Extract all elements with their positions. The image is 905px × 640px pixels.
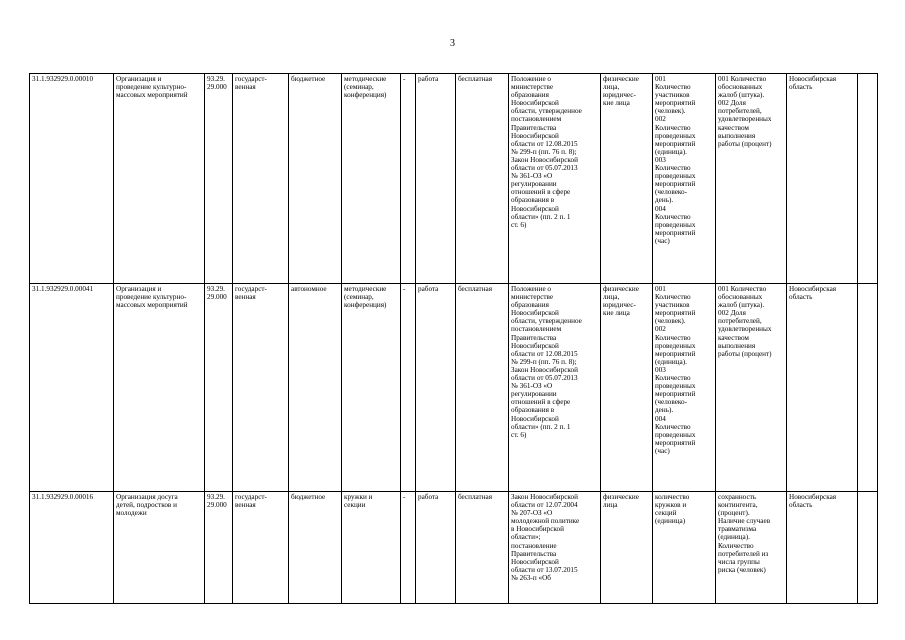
cell-line: (человеко- xyxy=(655,188,688,197)
cell-volume-indicators xyxy=(653,74,716,284)
cell-line: венная xyxy=(235,293,256,302)
cell-line: методические xyxy=(344,285,387,293)
cell-line: кие лица xyxy=(603,99,630,108)
cell-ownership xyxy=(233,74,289,284)
cell-line: участников xyxy=(655,301,690,310)
cell-line: 93.29. xyxy=(207,75,225,83)
cell-line: проведенных xyxy=(655,382,696,391)
cell-line: 003 xyxy=(655,155,666,164)
cell-line: (процент). xyxy=(718,509,750,518)
cell-line: область xyxy=(789,501,813,510)
cell-line: (единица). xyxy=(718,533,750,542)
cell-line: бесплатная xyxy=(458,493,493,501)
cell-code xyxy=(30,74,114,284)
registry-table xyxy=(29,73,878,604)
cell-line: Количество xyxy=(655,422,691,431)
cell-blank xyxy=(858,284,878,492)
cell-line: (единица). xyxy=(655,147,687,156)
cell-category xyxy=(416,74,456,284)
cell-line: день). xyxy=(655,196,674,205)
cell-region xyxy=(787,492,858,604)
cell-line: Количество xyxy=(655,164,691,173)
cell-line: бесплатная xyxy=(458,285,493,293)
cell-blank xyxy=(858,74,878,284)
cell-line: 004 xyxy=(655,204,666,213)
cell-line: лица, xyxy=(603,293,620,302)
cell-line: министерстве xyxy=(511,293,554,302)
cell-institution xyxy=(289,74,342,284)
cell-line: область xyxy=(789,83,813,92)
cell-line: работа xyxy=(418,285,439,293)
table-row xyxy=(30,74,878,284)
cell-line: (семинар, xyxy=(344,293,374,302)
cell-line: проведение культурно- xyxy=(116,293,187,302)
cell-line: 002 xyxy=(655,115,666,124)
cell-line: работы (процент) xyxy=(718,139,772,148)
cell-line: молодежи xyxy=(116,509,147,518)
cell-line: области от 12.07.2004 xyxy=(511,501,578,510)
cell-line: область xyxy=(789,293,813,302)
cell-line: постановление xyxy=(511,541,557,550)
cell-line: проведенных xyxy=(655,220,696,229)
cell-line: регулировании xyxy=(511,390,557,399)
cell-line: (семинар, xyxy=(344,83,374,92)
cell-line: Новосибирская xyxy=(789,493,837,501)
cell-line: мероприятий xyxy=(655,309,696,318)
cell-line: лица xyxy=(603,501,618,510)
cell-line: риска (человек) xyxy=(718,565,766,574)
cell-line: проведенных xyxy=(655,341,696,350)
cell-line: Положение о xyxy=(511,75,552,83)
registry-table-body xyxy=(30,74,878,604)
cell-name xyxy=(114,492,205,604)
cell-line: кружков и xyxy=(655,501,687,510)
cell-line: - xyxy=(403,493,406,501)
cell-okved xyxy=(205,284,233,492)
cell-quality-indicators xyxy=(716,284,787,492)
cell-line: области от 13.07.2015 xyxy=(511,565,578,574)
cell-line: Новосибирской xyxy=(511,131,559,140)
cell-line: Количество xyxy=(655,293,691,302)
cell-line: Правительства xyxy=(511,549,557,558)
cell-line: Новосибирской xyxy=(511,341,559,350)
cell-line: Новосибирской xyxy=(511,557,559,566)
cell-line: 002 xyxy=(655,325,666,334)
cell-line: юридичес- xyxy=(603,91,636,100)
cell-line: массовых мероприятий xyxy=(116,301,188,310)
cell-content xyxy=(342,74,401,284)
cell-line: (единица) xyxy=(655,517,686,526)
cell-volume-indicators xyxy=(653,284,716,492)
cell-code xyxy=(30,284,114,492)
cell-line: - xyxy=(403,75,406,83)
cell-line: работа xyxy=(418,493,439,501)
cell-line: (единица). xyxy=(655,357,687,366)
cell-line: бюджетное xyxy=(291,493,326,501)
cell-line: кие лица xyxy=(603,309,630,318)
cell-line: венная xyxy=(235,83,256,92)
cell-line: мероприятий xyxy=(655,349,696,358)
cell-dash xyxy=(401,74,416,284)
cell-line: мероприятий xyxy=(655,438,696,447)
cell-line: жалоб (штука). xyxy=(718,301,765,310)
cell-line: потребителей из xyxy=(718,549,769,558)
cell-volume-indicators xyxy=(653,492,716,604)
cell-line: выполнения xyxy=(718,341,756,350)
cell-consumers xyxy=(601,284,653,492)
cell-line: Новосибирской xyxy=(511,309,559,318)
cell-payment xyxy=(456,492,509,604)
cell-line: - xyxy=(403,285,406,293)
cell-line: конференция) xyxy=(344,91,387,100)
cell-line: Правительства xyxy=(511,333,557,342)
cell-line: бесплатная xyxy=(458,75,493,83)
cell-line: государст- xyxy=(235,285,267,293)
cell-line: методические xyxy=(344,75,387,83)
cell-line: 001 Количество xyxy=(718,75,767,83)
cell-line: травматизма xyxy=(718,525,757,534)
cell-line: № 207-ОЗ «О xyxy=(511,509,553,518)
cell-line: № 361-ОЗ «О xyxy=(511,382,553,391)
cell-line: Новосибирская xyxy=(789,75,837,83)
cell-line: мероприятий xyxy=(655,228,696,237)
cell-line: молодежной политике xyxy=(511,517,580,526)
cell-line: Новосибирская xyxy=(789,285,837,293)
cell-name xyxy=(114,284,205,492)
cell-line: мероприятий xyxy=(655,99,696,108)
cell-line: постановлением xyxy=(511,115,562,124)
cell-line: Количество xyxy=(655,212,691,221)
cell-line: физические xyxy=(603,493,639,501)
cell-line: 004 xyxy=(655,414,666,423)
cell-line: мероприятий xyxy=(655,390,696,399)
cell-quality-indicators xyxy=(716,74,787,284)
cell-line: качеством xyxy=(718,123,749,132)
cell-line: Закон Новосибирской xyxy=(511,493,578,501)
cell-line: отношений в сфере xyxy=(511,188,571,197)
cell-quality-indicators xyxy=(716,492,787,604)
cell-line: 93.29. xyxy=(207,285,225,293)
cell-dash xyxy=(401,284,416,492)
cell-region xyxy=(787,74,858,284)
cell-ownership xyxy=(233,492,289,604)
cell-line: области от 05.07.2013 xyxy=(511,164,578,173)
cell-line: министерстве xyxy=(511,83,554,92)
cell-line: секций xyxy=(655,509,677,518)
cell-line: области от 12.08.2015 xyxy=(511,139,578,148)
cell-okved xyxy=(205,492,233,604)
cell-line: Закон Новосибирской xyxy=(511,365,578,374)
cell-line: 001 xyxy=(655,285,666,293)
cell-line: области» (пп. 2 п. 1 xyxy=(511,212,571,221)
cell-line: ст. 6) xyxy=(511,220,527,229)
cell-line: обоснованных xyxy=(718,83,763,92)
cell-line: № 299-п (пп. 76 п. 8); xyxy=(511,147,577,156)
cell-line: 002 Доля xyxy=(718,99,746,108)
cell-line: массовых мероприятий xyxy=(116,91,188,100)
cell-line: 29.000 xyxy=(207,83,227,92)
cell-payment xyxy=(456,284,509,492)
cell-line: проведенных xyxy=(655,430,696,439)
cell-category xyxy=(416,284,456,492)
cell-legal-basis xyxy=(509,284,601,492)
cell-content xyxy=(342,492,401,604)
cell-line: Правительства xyxy=(511,123,557,132)
cell-line: мероприятий xyxy=(655,180,696,189)
cell-line: № 299-п (пп. 76 п. 8); xyxy=(511,357,577,366)
cell-line: Новосибирской xyxy=(511,414,559,423)
cell-line: юридичес- xyxy=(603,301,636,310)
cell-line: детей, подростков и xyxy=(116,501,177,510)
cell-line: ст. 6) xyxy=(511,430,527,439)
cell-line: области, утвержденное xyxy=(511,317,582,326)
cell-ownership xyxy=(233,284,289,492)
cell-line: 31.1.932929.0.00041 xyxy=(32,285,94,293)
cell-line: бюджетное xyxy=(291,75,326,83)
cell-line: проведение культурно- xyxy=(116,83,187,92)
cell-line: (человек). xyxy=(655,317,686,326)
cell-line: 003 xyxy=(655,365,666,374)
page-number: 3 xyxy=(450,38,455,49)
cell-line: кружки и xyxy=(344,493,373,501)
cell-dash xyxy=(401,492,416,604)
table-row xyxy=(30,492,878,604)
cell-line: образования в xyxy=(511,196,555,205)
cell-line: обоснованных xyxy=(718,293,763,302)
cell-line: проведенных xyxy=(655,172,696,181)
cell-line: государст- xyxy=(235,75,267,83)
cell-line: потребителей, xyxy=(718,317,762,326)
cell-line: конференция) xyxy=(344,301,387,310)
cell-line: Количество xyxy=(655,83,691,92)
cell-consumers xyxy=(601,492,653,604)
cell-content xyxy=(342,284,401,492)
cell-line: проведенных xyxy=(655,131,696,140)
cell-line: № 263-п «Об xyxy=(511,573,551,582)
cell-line: 31.1.932929.0.00010 xyxy=(32,75,94,83)
cell-line: секции xyxy=(344,501,366,510)
cell-line: количество xyxy=(655,493,690,501)
cell-institution xyxy=(289,492,342,604)
cell-line: Новосибирской xyxy=(511,204,559,213)
cell-line: венная xyxy=(235,501,256,510)
cell-line: Организация досуга xyxy=(116,493,178,501)
cell-legal-basis xyxy=(509,74,601,284)
cell-line: потребителей, xyxy=(718,107,762,116)
cell-blank xyxy=(858,492,878,604)
cell-line: Организация и xyxy=(116,75,162,83)
cell-line: контингента, xyxy=(718,501,758,510)
cell-line: Новосибирской xyxy=(511,99,559,108)
cell-line: мероприятий xyxy=(655,139,696,148)
table-row xyxy=(30,284,878,492)
cell-line: Организация и xyxy=(116,285,162,293)
cell-legal-basis xyxy=(509,492,601,604)
cell-line: удовлетворенных xyxy=(718,115,772,124)
cell-line: числа группы xyxy=(718,557,760,566)
cell-line: сохранность xyxy=(718,493,757,501)
cell-institution xyxy=(289,284,342,492)
cell-line: (человеко- xyxy=(655,398,688,407)
cell-line: образования xyxy=(511,91,549,100)
cell-okved xyxy=(205,74,233,284)
cell-line: участников xyxy=(655,91,690,100)
cell-line: Количество xyxy=(655,333,691,342)
cell-line: образования xyxy=(511,301,549,310)
cell-line: 001 Количество xyxy=(718,285,767,293)
cell-line: Количество xyxy=(655,123,691,132)
cell-category xyxy=(416,492,456,604)
cell-line: 31.1.932929.0.00016 xyxy=(32,493,94,501)
cell-line: Наличие случаев xyxy=(718,517,771,526)
cell-code xyxy=(30,492,114,604)
cell-line: 001 xyxy=(655,75,666,83)
cell-line: Количество xyxy=(718,541,754,550)
cell-line: (час) xyxy=(655,236,670,245)
cell-line: 29.000 xyxy=(207,293,227,302)
cell-line: государст- xyxy=(235,493,267,501)
cell-line: 93.29. xyxy=(207,493,225,501)
cell-line: день). xyxy=(655,406,674,415)
cell-line: регулировании xyxy=(511,180,557,189)
cell-payment xyxy=(456,74,509,284)
cell-line: Закон Новосибирской xyxy=(511,155,578,164)
cell-line: области, утвержденное xyxy=(511,107,582,116)
cell-line: 29.000 xyxy=(207,501,227,510)
cell-line: Положение о xyxy=(511,285,552,293)
cell-line: (час) xyxy=(655,446,670,455)
cell-line: 002 Доля xyxy=(718,309,746,318)
cell-line: работы (процент) xyxy=(718,349,772,358)
cell-line: (человек). xyxy=(655,107,686,116)
cell-line: образования в xyxy=(511,406,555,415)
cell-line: области от 12.08.2015 xyxy=(511,349,578,358)
cell-line: Количество xyxy=(655,374,691,383)
cell-line: лица, xyxy=(603,83,620,92)
cell-line: постановлением xyxy=(511,325,562,334)
cell-line: в Новосибирской xyxy=(511,525,564,534)
cell-line: качеством xyxy=(718,333,749,342)
cell-line: № 361-ОЗ «О xyxy=(511,172,553,181)
cell-line: области от 05.07.2013 xyxy=(511,374,578,383)
cell-line: физические xyxy=(603,75,639,83)
cell-line: автономное xyxy=(291,285,327,293)
cell-line: работа xyxy=(418,75,439,83)
cell-line: области»; xyxy=(511,533,541,542)
cell-line: выполнения xyxy=(718,131,756,140)
cell-region xyxy=(787,284,858,492)
cell-line: удовлетворенных xyxy=(718,325,772,334)
cell-line: жалоб (штука). xyxy=(718,91,765,100)
cell-line: отношений в сфере xyxy=(511,398,571,407)
cell-name xyxy=(114,74,205,284)
cell-consumers xyxy=(601,74,653,284)
cell-line: физические xyxy=(603,285,639,293)
cell-line: области» (пп. 2 п. 1 xyxy=(511,422,571,431)
